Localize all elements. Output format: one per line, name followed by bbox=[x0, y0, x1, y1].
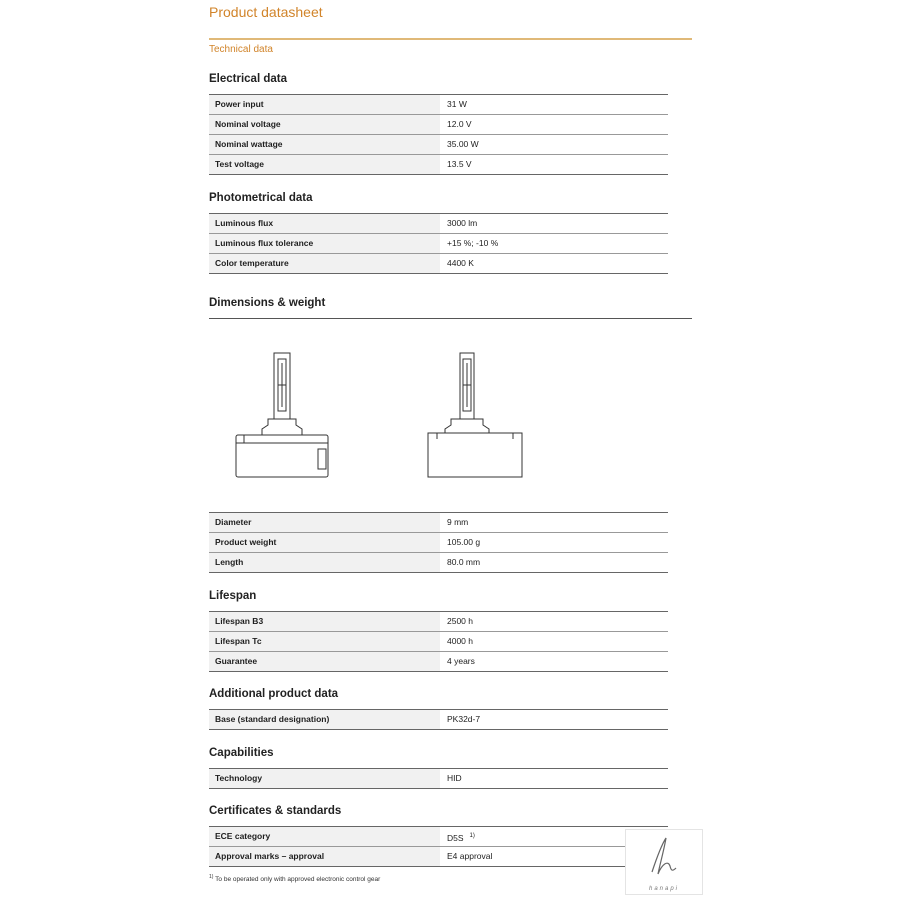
row-value: 4400 K bbox=[440, 254, 668, 273]
row-value: 9 mm bbox=[440, 513, 668, 532]
row-value: 4000 h bbox=[440, 632, 668, 651]
table-lifespan bbox=[209, 611, 668, 672]
row-value: 80.0 mm bbox=[440, 553, 668, 572]
table-additional bbox=[209, 709, 668, 730]
signature-icon bbox=[626, 830, 702, 880]
table-row bbox=[209, 709, 668, 730]
row-label: Luminous flux bbox=[209, 214, 440, 233]
footnote bbox=[209, 874, 380, 883]
heading-electrical: Electrical data bbox=[209, 73, 287, 85]
table-capabilities bbox=[209, 768, 668, 789]
row-label: Diameter bbox=[209, 513, 440, 532]
row-value: 12.0 V bbox=[440, 115, 668, 134]
row-value: 2500 h bbox=[440, 612, 668, 631]
row-label: Lifespan B3 bbox=[209, 612, 440, 631]
row-label: Lifespan Tc bbox=[209, 632, 440, 651]
section-subtitle: Technical data bbox=[209, 44, 273, 55]
row-value: 4 years bbox=[440, 652, 668, 671]
footnote-marker: 1) bbox=[209, 874, 214, 880]
row-label: Base (standard designation) bbox=[209, 710, 440, 729]
row-label: Color temperature bbox=[209, 254, 440, 273]
row-label: Power input bbox=[209, 95, 440, 114]
table-row bbox=[209, 768, 668, 789]
row-value: 31 W bbox=[440, 95, 668, 114]
row-value: 35.00 W bbox=[440, 135, 668, 154]
row-label: Length bbox=[209, 553, 440, 572]
row-label: Luminous flux tolerance bbox=[209, 234, 440, 253]
logo-text: hanapi bbox=[648, 886, 680, 892]
page-title: Product datasheet bbox=[209, 4, 323, 20]
row-label: Test voltage bbox=[209, 155, 440, 174]
table-row bbox=[209, 631, 668, 651]
table-row bbox=[209, 826, 668, 846]
table-row bbox=[209, 651, 668, 672]
table-row bbox=[209, 233, 668, 253]
row-label: Approval marks – approval bbox=[209, 847, 440, 866]
row-value: PK32d-7 bbox=[440, 710, 668, 729]
row-value: 3000 lm bbox=[440, 214, 668, 233]
table-row bbox=[209, 611, 668, 631]
table-row bbox=[209, 134, 668, 154]
table-certificates bbox=[209, 826, 668, 867]
bulb-drawing-side bbox=[232, 345, 332, 481]
row-label: Guarantee bbox=[209, 652, 440, 671]
row-label: Technology bbox=[209, 769, 440, 788]
row-value: +15 %; -10 % bbox=[440, 234, 668, 253]
heading-lifespan: Lifespan bbox=[209, 590, 257, 602]
table-row bbox=[209, 512, 668, 532]
footnote-text: To be operated only with approved electronic control gear bbox=[215, 876, 381, 884]
table-electrical bbox=[209, 94, 668, 175]
table-row bbox=[209, 94, 668, 114]
heading-dimensions: Dimensions & weight bbox=[209, 297, 326, 309]
table-row bbox=[209, 532, 668, 552]
heading-capabilities: Capabilities bbox=[209, 747, 274, 759]
table-row bbox=[209, 154, 668, 175]
row-value: 105.00 g bbox=[440, 533, 668, 552]
table-row bbox=[209, 846, 668, 867]
bulb-drawing-front bbox=[425, 345, 525, 481]
row-label: ECE category bbox=[209, 827, 440, 846]
table-photometrical bbox=[209, 213, 668, 274]
row-value: E4 approval bbox=[440, 847, 668, 866]
row-value: HID bbox=[440, 769, 668, 788]
heading-certificates: Certificates & standards bbox=[209, 805, 342, 817]
table-row bbox=[209, 213, 668, 233]
heading-additional: Additional product data bbox=[209, 688, 339, 700]
table-row bbox=[209, 253, 668, 274]
watermark-logo bbox=[625, 829, 703, 895]
row-value: 13.5 V bbox=[440, 155, 668, 174]
row-label: Product weight bbox=[209, 533, 440, 552]
table-row bbox=[209, 552, 668, 573]
value-text: D5S bbox=[447, 833, 464, 843]
table-dimensions bbox=[209, 512, 668, 573]
footnote-ref: 1) bbox=[469, 833, 475, 839]
title-rule bbox=[209, 38, 692, 40]
row-label: Nominal wattage bbox=[209, 135, 440, 154]
table-row bbox=[209, 114, 668, 134]
row-label: Nominal voltage bbox=[209, 115, 440, 134]
dimensions-rule bbox=[209, 318, 692, 319]
heading-photometrical: Photometrical data bbox=[209, 192, 313, 204]
